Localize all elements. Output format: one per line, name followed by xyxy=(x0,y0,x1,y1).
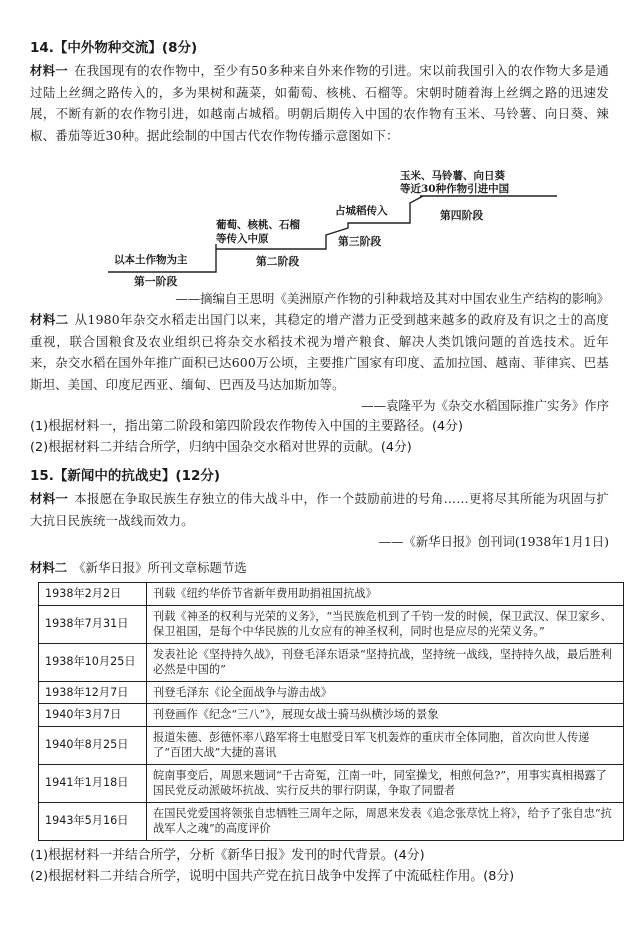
q14-subquestion-1: (1)根据材料一，指出第二阶段和第四阶段农作物传入中国的主要路径。(4分) xyxy=(30,419,463,434)
table-row xyxy=(39,681,624,704)
stage3-label: 第三阶段 xyxy=(338,235,382,248)
row-content: 发表社论《坚持持久战》，刊登毛泽东语录“坚持抗战，坚持统一战线，坚持持久战，最后胜利必然是中国的” xyxy=(147,643,624,681)
crop-spread-diagram xyxy=(30,148,609,286)
table-row xyxy=(39,583,624,606)
q15-m1-source: ——《新华日报》创刊词(1938年1月1日) xyxy=(378,534,609,549)
row-date: 1941年1月18日 xyxy=(39,764,147,802)
table-row xyxy=(39,704,624,727)
stage4-text-1: 玉米、马铃薯、向日葵 xyxy=(400,170,505,182)
row-date: 1940年8月25日 xyxy=(39,726,147,764)
row-content: 报道朱德、彭德怀率八路军将士电慰受日军飞机轰炸的重庆市全体同胞，首次向世人传递了“百团大战”大捷的喜讯 xyxy=(147,726,624,764)
row-date: 1938年7月31日 xyxy=(39,605,147,643)
q14-material-2 xyxy=(30,309,609,395)
row-date: 1938年10月25日 xyxy=(39,643,147,681)
newspaper-headlines-table xyxy=(38,582,624,841)
table-row xyxy=(39,726,624,764)
row-date: 1938年12月7日 xyxy=(39,681,147,704)
row-content: 刊登画作《纪念“三八”》，展现女战士骑马纵横沙场的景象 xyxy=(147,704,624,727)
stage3-text: 占城稻传入 xyxy=(335,205,388,217)
row-content: 刊载《神圣的权利与光荣的义务》，“当民族危机到了千钧一发的时候，保卫武汉、保卫家乡、保卫祖国，是每个中华民族的儿女应有的神圣权利，同时也是应尽的光荣义务。” xyxy=(147,605,624,643)
q14-m1-source: ——摘编自王思明《美洲原产作物的引种栽培及其对中国农业生产结构的影响》 xyxy=(175,291,609,306)
q14-title: 14.【中外物种交流】(8分) xyxy=(30,40,198,56)
q14-material-1 xyxy=(30,60,609,146)
table-row xyxy=(39,605,624,643)
row-content: 刊登毛泽东《论全面战争与游击战》 xyxy=(147,681,624,704)
row-content: 在国民党爱国将领张自忠牺牲三周年之际，周恩来发表《追念张荩忱上将》，给予了张自忠“抗战军人之魂”的高度评价 xyxy=(147,802,624,840)
table-row xyxy=(39,764,624,802)
q15-title: 15.【新闻中的抗战史】(12分) xyxy=(30,468,221,484)
row-date: 1943年5月16日 xyxy=(39,802,147,840)
table-row xyxy=(39,802,624,840)
q15-m2-label: 材料二 xyxy=(30,560,68,575)
row-date: 1938年2月2日 xyxy=(39,583,147,606)
stage2-text-2: 等传入中原 xyxy=(216,233,269,245)
row-content: 刊载《纽约华侨节省新年费用助捐祖国抗战》 xyxy=(147,583,624,606)
stage1-text: 以本土作物为主 xyxy=(114,254,188,266)
q14-m1-label: 材料一 xyxy=(30,63,68,78)
q14-m2-label: 材料二 xyxy=(30,312,69,327)
q14-m2-source: ——袁隆平为《杂交水稻国际推广实务》作序 xyxy=(361,398,609,413)
row-date: 1940年3月7日 xyxy=(39,704,147,727)
q14-subquestion-2: (2)根据材料二并结合所学，归纳中国杂交水稻对世界的贡献。(4分) xyxy=(30,440,412,455)
q15-m1-label: 材料一 xyxy=(30,491,69,506)
stage4-label: 第四阶段 xyxy=(440,209,484,222)
q14-m2-text: 从1980年杂交水稻走出国门以来，其稳定的增产潜力正受到越来越多的政府及有识之士的高度重视，联合国粮食及农业组织已将杂交水稻技术视为增产粮食、解决人类饥饿问题的首选技术。近年来，杂交水稻在国外年推广面积已达600万公顷，主要推广国家有印度、孟加拉国、越南、菲律宾、巴基斯坦、美国、印度尼西亚、缅甸、巴西及马达加斯加等。 xyxy=(30,312,609,392)
stage1-label: 第一阶段 xyxy=(134,275,178,288)
q15-m2-head: 《新华日报》所刊文章标题节选 xyxy=(73,560,247,575)
table-row xyxy=(39,643,624,681)
q15-material-2-heading xyxy=(30,558,609,578)
row-content: 皖南事变后，周恩来题词“千古奇冤，江南一叶，同室操戈，相煎何急?”，用事实真相揭露了国民党反动派破坏抗战、实行反共的罪行阴谋，争取了同盟者 xyxy=(147,764,624,802)
stage2-text-1: 葡萄、核桃、石榴 xyxy=(216,219,300,231)
stage4-text-2: 等近30种作物引进中国 xyxy=(400,183,510,195)
q15-subquestion-2: (2)根据材料二并结合所学，说明中国共产党在抗日战争中发挥了中流砥柱作用。(8分) xyxy=(30,868,515,884)
q14-m1-text: 在我国现有的农作物中，至少有50多种来自外来作物的引进。宋以前我国引入的农作物大多是通过陆上丝绸之路传入的，多为果树和蔬菜，如葡萄、核桃、石榴等。宋朝时随着海上丝绸之路的迅速发展，不断有新的农作物引进，如越南占城稻。明朝后期传入中国的农作物有玉米、马铃薯、向日葵、辣椒、番茄等近30种。据此绘制的中国古代农作物传播示意图如下： xyxy=(30,63,609,143)
stage2-label: 第二阶段 xyxy=(256,255,300,268)
q15-m1-text: 本报愿在争取民族生存独立的伟大战斗中，作一个鼓励前进的号角……更将尽其所能为巩固与扩大抗日民族统一战线而效力。 xyxy=(30,491,609,528)
q15-subquestion-1: (1)根据材料一并结合所学，分析《新华日报》发刊的时代背景。(4分) xyxy=(30,847,425,863)
q15-material-1 xyxy=(30,488,609,531)
